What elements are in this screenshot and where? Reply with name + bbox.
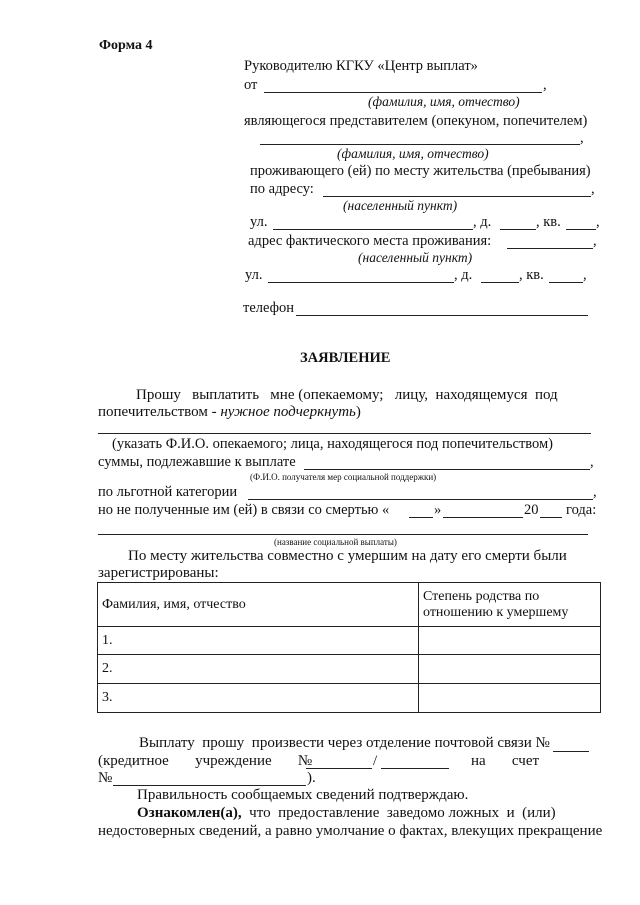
recipient-field[interactable] (304, 469, 590, 470)
fio-caption-1: (фамилия, имя, отчество) (368, 94, 520, 109)
year-word: года: (566, 502, 597, 518)
request-line-1: Прошу выплатить мне (опекаемому; лицу, находящемуся под (136, 387, 558, 403)
house-field-1[interactable] (500, 229, 536, 230)
flat-field-2[interactable] (549, 282, 583, 283)
death-year-field[interactable] (540, 517, 562, 518)
pay-request-line: Выплату прошу произвести через отделение почтовой связи № (139, 735, 550, 751)
street-field-2[interactable] (268, 282, 454, 283)
registered-line-2: зарегистрированы: (98, 565, 219, 581)
account-field[interactable] (113, 785, 306, 786)
actual-address-field[interactable] (507, 248, 593, 249)
ward-caption: (указать Ф.И.О. опекаемого; лица, находящегося под попечительством) (112, 436, 554, 452)
recipient-caption: (Ф.И.О. получателя мер социальной поддержки) (250, 472, 437, 482)
table-row (98, 684, 601, 713)
payment-name-field[interactable] (98, 534, 588, 535)
residing-label: проживающего (ей) по месту жительства (пребывания) (250, 163, 591, 179)
post-office-field[interactable] (553, 751, 589, 752)
street-label-2: ул. (245, 267, 263, 283)
credit-institution-label: (кредитное учреждение № (98, 753, 313, 769)
request-line-2: попечительством - нужное подчеркнуть) (98, 404, 361, 420)
phone-field[interactable] (296, 315, 588, 316)
bank-field-1[interactable] (306, 768, 372, 769)
applicant-name-field[interactable] (264, 92, 542, 93)
phone-label: телефон (243, 300, 295, 316)
confirm-line: Правильность сообщаемых сведений подтверждаю. (137, 787, 469, 803)
category-label: по льготной категории (98, 484, 238, 500)
house-label-2: , д. (454, 267, 473, 283)
form-number: Форма 4 (99, 38, 153, 53)
flat-label-1: , кв. (536, 214, 561, 230)
street-field-1[interactable] (273, 229, 473, 230)
street-label-1: ул. (250, 214, 268, 230)
table-row (98, 627, 601, 655)
house-label-1: , д. (473, 214, 492, 230)
house-field-2[interactable] (481, 282, 519, 283)
locality-caption-2: (населенный пункт) (358, 250, 473, 265)
category-field[interactable] (248, 499, 593, 500)
row-relation-cell[interactable] (419, 627, 601, 655)
row-number[interactable]: 1. (98, 627, 419, 655)
registered-line-1: По месту жительства совместно с умершим на дату его смерти были (128, 548, 567, 564)
account-label: на счет (471, 753, 540, 769)
table-header-relation: Степень родства по отношению к умершему (419, 583, 601, 627)
acquainted-line: Ознакомлен(а), что предоставление заведомо ложных и (или) (137, 805, 556, 821)
locality-caption-1: (населенный пункт) (343, 198, 458, 213)
document-title: ЗАЯВЛЕНИЕ (300, 350, 391, 366)
fio-caption-2: (фамилия, имя, отчество) (337, 146, 489, 161)
warning-line: недостоверных сведений, а равно умолчание о фактах, влекущих прекращение (98, 823, 603, 839)
row-relation-cell[interactable] (419, 684, 601, 713)
row-relation-cell[interactable] (419, 655, 601, 684)
payment-caption: (название социальной выплаты) (274, 537, 397, 547)
flat-field-1[interactable] (566, 229, 596, 230)
address-label: по адресу: (250, 181, 314, 197)
registered-persons-table (97, 582, 601, 713)
table-row (98, 655, 601, 684)
locality-field-1[interactable] (323, 196, 591, 197)
row-number[interactable]: 3. (98, 684, 419, 713)
flat-label-2: , кв. (519, 267, 544, 283)
table-header-name: Фамилия, имя, отчество (98, 583, 419, 627)
sums-label: суммы, подлежавшие к выплате (98, 454, 296, 470)
death-day-field[interactable] (409, 517, 433, 518)
actual-address-label: адрес фактического места проживания: (248, 233, 492, 249)
account-no-label: № (98, 770, 113, 786)
representative-label: являющегося представителем (опекуном, попечителем) (244, 113, 588, 129)
bank-field-2[interactable] (381, 768, 449, 769)
from-label: от (244, 77, 258, 93)
addressee: Руководителю КГКУ «Центр выплат» (244, 58, 478, 74)
row-number[interactable]: 2. (98, 655, 419, 684)
ward-name-field[interactable] (98, 433, 591, 434)
representative-name-field[interactable] (260, 144, 580, 145)
death-month-field[interactable] (443, 517, 523, 518)
not-received-label: но не полученные им (ей) в связи со смертью « (98, 502, 390, 518)
